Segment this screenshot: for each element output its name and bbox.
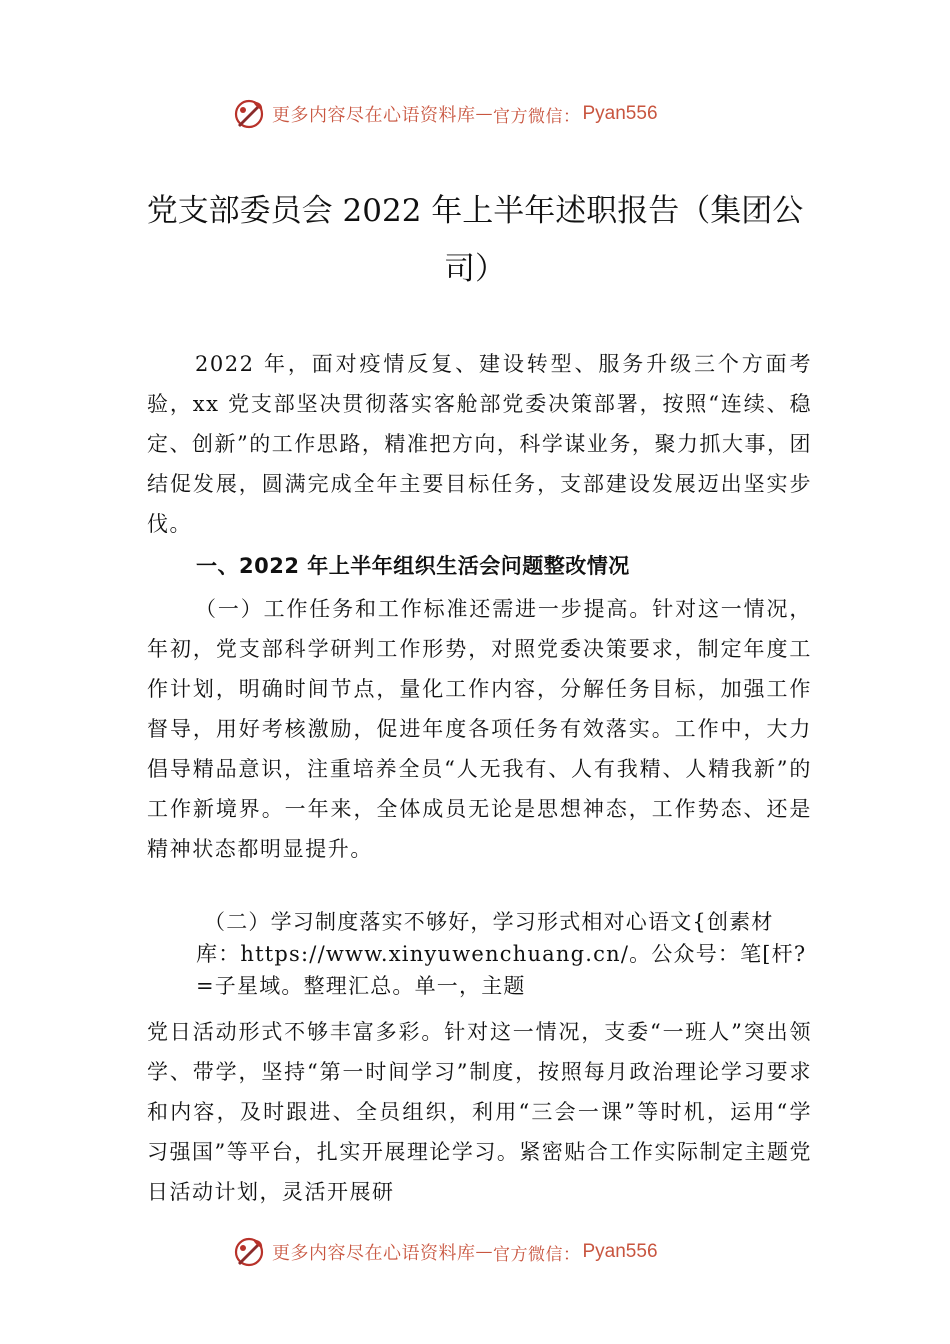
quill-logo-icon	[232, 1235, 266, 1269]
section-heading-1: 一、2022 年上半年组织生活会问题整改情况	[196, 554, 630, 578]
watermark-wechat-label: 官方微信：	[493, 106, 581, 127]
watermark-wechat-id: Pyan556	[582, 103, 658, 124]
quill-logo-icon	[232, 97, 266, 131]
footer-watermark-banner	[232, 1232, 658, 1272]
header-watermark-banner	[232, 94, 658, 134]
item-2-continuation: 党日活动形式不够丰富多彩。针对这一情况，支委“一班人”突出领学、带学，坚持“第一时间学习”制度，按照每月政治理论学习要求和内容，及时跟进、全员组织，利用“三会一课”等时机，运用“学习强国”等平台，扎实开展理论学习。紧密贴合工作实际制定主题党日活动计划，灵活开展研	[147, 1020, 812, 1204]
watermark-wechat-id: Pyan556	[582, 1241, 658, 1262]
intro-paragraph: 2022 年，面对疫情反复、建设转型、服务升级三个方面考验，xx 党支部坚决贯彻落实客舱部党委决策部署，按照“连续、稳定、创新”的工作思路，精准把方向，科学谋业务，聚力抓大事，团结促发展，圆满完成全年主要目标任务，支部建设发展迈出坚实步伐。	[147, 352, 812, 536]
watermark-dash: —	[475, 1242, 493, 1262]
watermark-dash: —	[475, 104, 493, 124]
watermark-text: 更多内容尽在心语资料库	[272, 1243, 476, 1264]
watermark-text: 更多内容尽在心语资料库	[272, 105, 476, 126]
item-1-paragraph: （一）工作任务和工作标准还需进一步提高。针对这一情况，年初，党支部科学研判工作形势，对照党委决策要求，制定年度工作计划，明确时间节点，量化工作内容，分解任务目标，加强工作督导，用好考核激励，促进年度各项任务有效落实。工作中，大力倡导精品意识，注重培养全员“人无我有、人有我精、人精我新”的工作新境界。一年来，全体成员无论是思想神态，工作势态、还是精神状态都明显提升。	[147, 597, 812, 861]
document-title: 党支部委员会 2022 年上半年述职报告（集团公司）	[146, 193, 804, 287]
watermark-wechat-label: 官方微信：	[493, 1244, 581, 1265]
item-2-paragraph: （二）学习制度落实不够好，学习形式相对心语文{创素材库：https://www.xinyuwenchuang.cn/。公众号：笔[杆?=子星域。整理汇总。单一，主题	[196, 910, 807, 998]
